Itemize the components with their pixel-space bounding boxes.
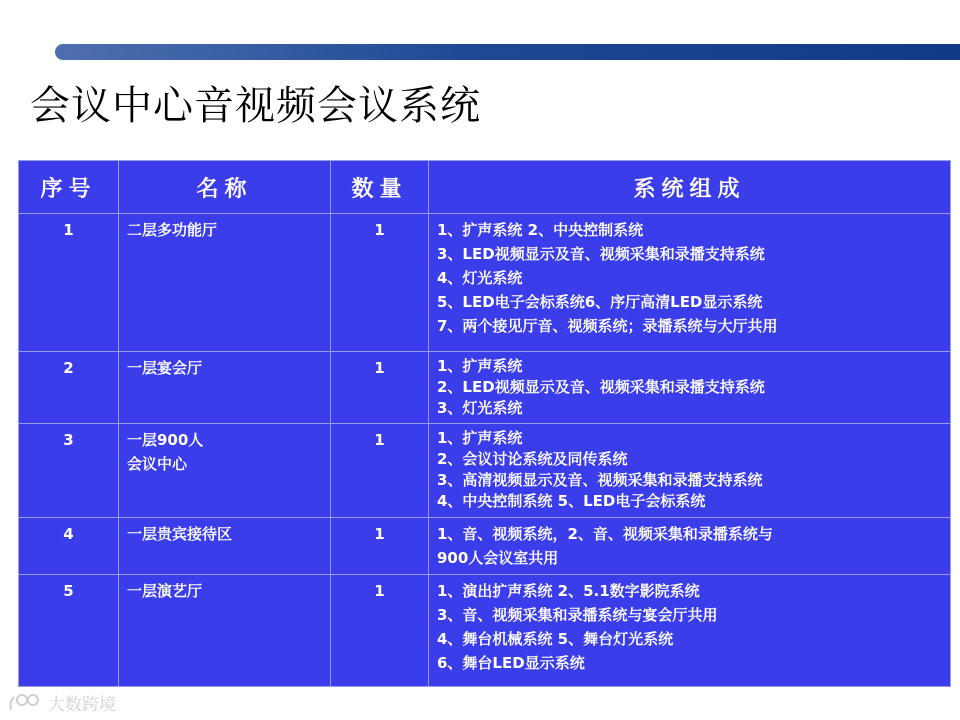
component-line: 900人会议室共用 <box>437 549 559 567</box>
row-components <box>429 575 951 687</box>
row-quantity: 1 <box>331 352 429 424</box>
row-index: 2 <box>19 352 119 424</box>
header-cell-components: 系统组成 <box>429 161 951 214</box>
watermark-text: 大数跨境 <box>48 695 116 715</box>
component-line: 7、两个接见厅音、视频系统；录播系统与大厅共用 <box>437 317 778 335</box>
page-title: 会议中心音视频会议系统 <box>30 83 481 129</box>
component-line: 1、扩声系统 <box>437 429 523 447</box>
component-line: 1、扩声系统 2、中央控制系统 <box>437 221 644 239</box>
component-line: 2、LED视频显示及音、视频采集和录播支持系统 <box>437 378 765 396</box>
component-line: 5、LED电子会标系统6、序厅高清LED显示系统 <box>437 293 763 311</box>
row-quantity: 1 <box>331 575 429 687</box>
component-line: 1、音、视频系统，2、音、视频采集和录播系统与 <box>437 525 773 543</box>
header-accent-bar <box>55 44 960 60</box>
row-index: 3 <box>19 424 119 518</box>
row-quantity: 1 <box>331 518 429 575</box>
row-index: 1 <box>19 214 119 352</box>
row-name-line: 一层900人 <box>127 431 204 449</box>
watermark <box>8 690 116 715</box>
row-index: 5 <box>19 575 119 687</box>
row-index: 4 <box>19 518 119 575</box>
component-line: 4、中央控制系统 5、LED电子会标系统 <box>437 492 706 510</box>
row-name <box>119 575 331 687</box>
system-table <box>18 160 951 687</box>
header-cell-quantity: 数量 <box>331 161 429 214</box>
row-name-line: 二层多功能厅 <box>127 221 218 239</box>
row-components <box>429 424 951 518</box>
row-components <box>429 352 951 424</box>
table-row <box>19 352 951 424</box>
component-line: 6、舞台LED显示系统 <box>437 654 585 672</box>
table-header-row <box>19 161 951 214</box>
component-line: 4、灯光系统 <box>437 269 523 287</box>
component-line: 3、LED视频显示及音、视频采集和录播支持系统 <box>437 245 765 263</box>
row-name <box>119 214 331 352</box>
row-name-line: 会议中心 <box>127 455 188 473</box>
row-quantity: 1 <box>331 214 429 352</box>
table-row <box>19 214 951 352</box>
row-components <box>429 518 951 575</box>
row-name-line: 一层宴会厅 <box>127 359 203 377</box>
row-components <box>429 214 951 352</box>
row-name-line: 一层贵宾接待区 <box>127 525 233 543</box>
row-name <box>119 518 331 575</box>
camera-logo-icon <box>8 692 42 714</box>
table-row <box>19 575 951 687</box>
row-name <box>119 352 331 424</box>
table-row <box>19 424 951 518</box>
component-line: 1、演出扩声系统 2、5.1数字影院系统 <box>437 582 700 600</box>
row-name-line: 一层演艺厅 <box>127 582 203 600</box>
component-line: 3、灯光系统 <box>437 399 523 417</box>
table-row <box>19 518 951 575</box>
header-cell-name: 名称 <box>119 161 331 214</box>
row-name <box>119 424 331 518</box>
component-line: 3、音、视频采集和录播系统与宴会厅共用 <box>437 606 718 624</box>
component-line: 1、扩声系统 <box>437 357 523 375</box>
component-line: 3、高清视频显示及音、视频采集和录播支持系统 <box>437 471 763 489</box>
component-line: 2、会议讨论系统及同传系统 <box>437 450 628 468</box>
header-cell-index: 序号 <box>19 161 119 214</box>
component-line: 4、舞台机械系统 5、舞台灯光系统 <box>437 630 674 648</box>
row-quantity: 1 <box>331 424 429 518</box>
